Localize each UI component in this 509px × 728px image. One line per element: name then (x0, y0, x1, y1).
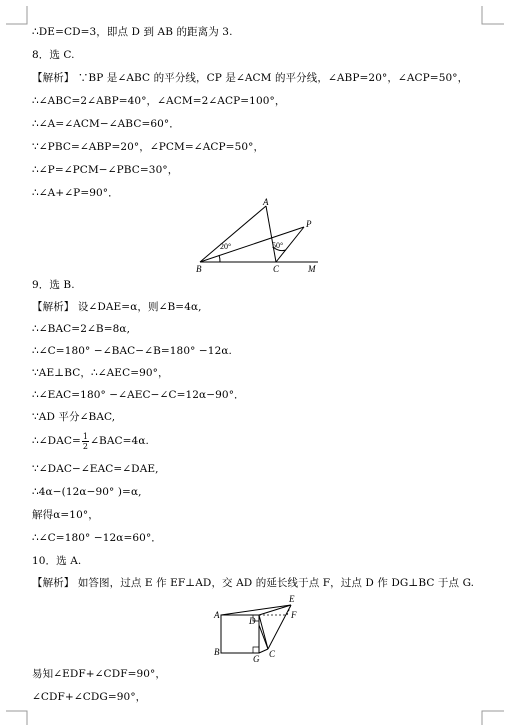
fraction-denominator: 2 (82, 441, 89, 451)
text-line: ∴∠P=∠PCM−∠PBC=30°， (32, 164, 179, 176)
corner-mark-top-right (470, 0, 509, 30)
figure-square-construction (205, 591, 315, 663)
point-label-d: D (249, 616, 256, 626)
point-label-a: A (214, 610, 220, 620)
text-line: ∴∠A=∠ACM−∠ABC=60°． (32, 118, 180, 130)
point-label-f: F (291, 610, 297, 620)
text-segment: ∠BAC=4α. (90, 435, 149, 447)
angle-label-50: 50° (272, 241, 284, 250)
text-line: 易知∠EDF+∠CDF=90°， (32, 668, 167, 680)
text-line: ∴∠BAC=2∠B=8α, (32, 323, 131, 335)
text-line: ∴DE=CD=3，即点 D 到 AB 的距离为 3. (32, 26, 233, 38)
text-line: ∵AD 平分∠BAC, (32, 411, 116, 423)
text-line: ∵∠PBC=∠ABP=20°，∠PCM=∠ACP=50°， (32, 141, 265, 153)
text-line: ∴4α−(12α−90° )=α, (32, 486, 142, 498)
text-line: 【解析】 如答图，过点 E 作 EF⊥AD，交 AD 的延长线于点 F，过点 D 作 DG⊥BC 于点 G. (32, 577, 475, 589)
figure-triangle-bisectors (190, 196, 330, 276)
text-line: ∴∠C=180° −∠BAC−∠B=180° −12α. (32, 345, 232, 357)
point-label-c: C (273, 264, 280, 274)
text-line: ∠CDF+∠CDG=90°， (32, 691, 147, 703)
answer-heading-8: 8．选 C. (32, 49, 75, 61)
fraction-numerator: 1 (82, 431, 89, 441)
corner-mark-bottom-left (0, 705, 40, 728)
text-line-fraction (32, 430, 149, 452)
angle-label-20: 20° (220, 242, 232, 251)
point-label-b: B (214, 647, 220, 657)
text-line: ∴∠ABC=2∠ABP=40°，∠ACM=2∠ACP=100°， (32, 95, 286, 107)
text-segment: ∴∠DAC= (32, 435, 81, 447)
point-label-p: P (306, 219, 312, 229)
text-line: 【解析】 ∵BP 是∠ABC 的平分线，CP 是∠ACM 的平分线，∠ABP=20°，∠ACP=50°， (32, 72, 469, 84)
corner-mark-bottom-right (470, 705, 509, 728)
text-line: ∵AE⊥BC，∴∠AEC=90°， (32, 367, 169, 379)
point-label-a: A (263, 197, 269, 207)
point-label-m: M (308, 264, 316, 274)
answer-heading-9: 9．选 B. (32, 279, 75, 291)
text-line: ∵∠DAC−∠EAC=∠DAE, (32, 463, 159, 475)
point-label-c: C (269, 649, 276, 659)
answer-heading-10: 10．选 A. (32, 555, 82, 567)
text-line: 解得α=10°， (32, 509, 99, 521)
point-label-g: G (253, 654, 260, 663)
text-line: ∴∠A+∠P=90°． (32, 187, 119, 199)
point-label-b: B (196, 264, 202, 274)
point-label-e: E (289, 594, 295, 604)
text-line: ∴∠EAC=180° −∠AEC−∠C=12α−90°． (32, 389, 245, 401)
fraction-one-half (82, 432, 89, 451)
text-line: ∴∠C=180° −12α=60°． (32, 532, 162, 544)
text-line: 【解析】 设∠DAE=α，则∠B=4α, (32, 301, 202, 313)
